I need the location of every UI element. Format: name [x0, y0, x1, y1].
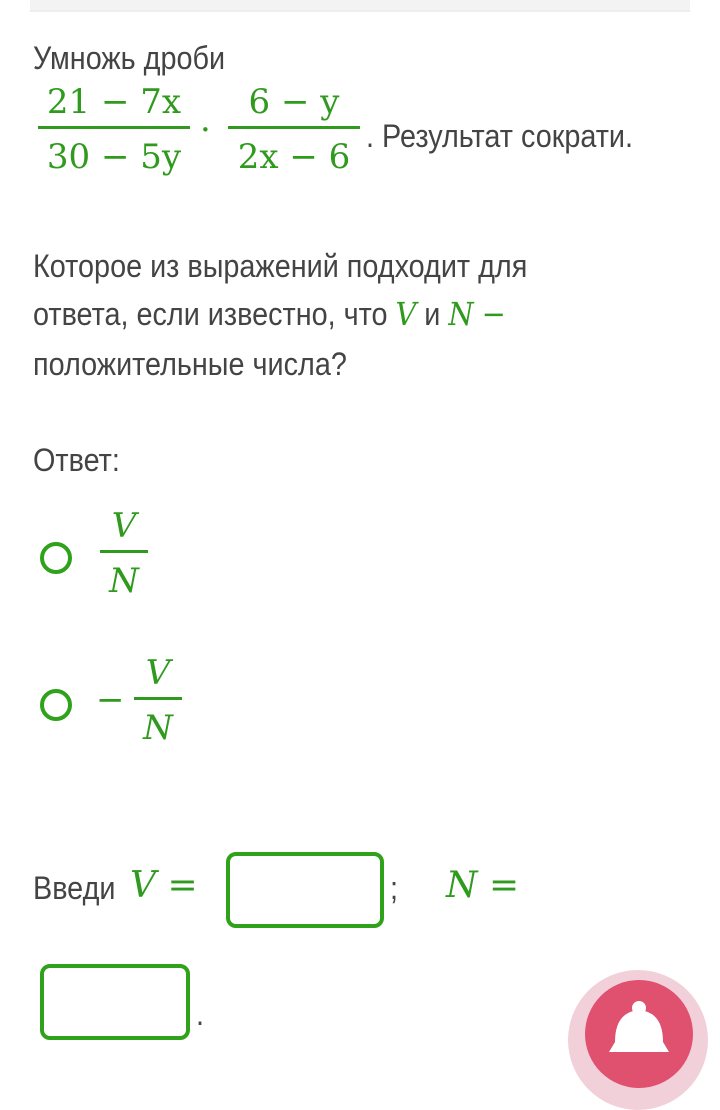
fraction-2-bar: [228, 126, 360, 129]
fraction-1-denominator: 30 − 5y: [46, 137, 182, 177]
input-prefix: Введи: [33, 870, 116, 906]
option-2-bar: [134, 697, 182, 700]
question-dash: −: [481, 295, 506, 333]
fraction-1: [38, 82, 190, 177]
option-2-denominator: N: [143, 708, 173, 748]
v-input[interactable]: [226, 852, 384, 928]
multiply-dot: ·: [200, 110, 211, 150]
n-equals-label: N =: [446, 865, 520, 906]
option-1-numerator: V: [111, 506, 137, 546]
option-1-denominator: N: [109, 561, 139, 601]
n-input[interactable]: [40, 964, 190, 1040]
fraction-2-denominator: 2x − 6: [237, 137, 351, 177]
bell-icon: [585, 980, 693, 1088]
v-equals-label: V =: [130, 865, 198, 906]
var-n: N: [448, 295, 474, 333]
option-2-sign: −: [96, 680, 125, 720]
option-2-fraction: [134, 653, 182, 748]
option-2-numerator: V: [145, 653, 171, 693]
option-2-radio[interactable]: [40, 689, 72, 721]
task-suffix: . Результат сократи.: [366, 118, 634, 154]
option-1-fraction: [100, 506, 148, 601]
question-line-1: Которое из выражений подходит для: [33, 248, 528, 284]
fraction-2: [228, 82, 360, 177]
answer-label: Ответ:: [33, 442, 120, 478]
question-line-2-text: ответа, если известно, что: [33, 296, 388, 332]
question-line-2: [33, 290, 506, 338]
question-and: и: [424, 296, 441, 332]
task-intro: Умножь дроби: [33, 40, 226, 76]
fraction-2-numerator: 6 − y: [248, 82, 340, 122]
option-1-bar: [100, 550, 148, 553]
bell-button[interactable]: [585, 980, 693, 1088]
top-divider: [30, 0, 690, 12]
var-v: V: [395, 295, 417, 333]
option-1-radio[interactable]: [40, 542, 72, 574]
question-line-3: положительные числа?: [33, 346, 347, 382]
input-separator: ;: [390, 870, 399, 906]
fraction-1-bar: [38, 126, 190, 129]
input-end: .: [196, 996, 205, 1032]
fraction-1-numerator: 21 − 7x: [46, 82, 182, 122]
